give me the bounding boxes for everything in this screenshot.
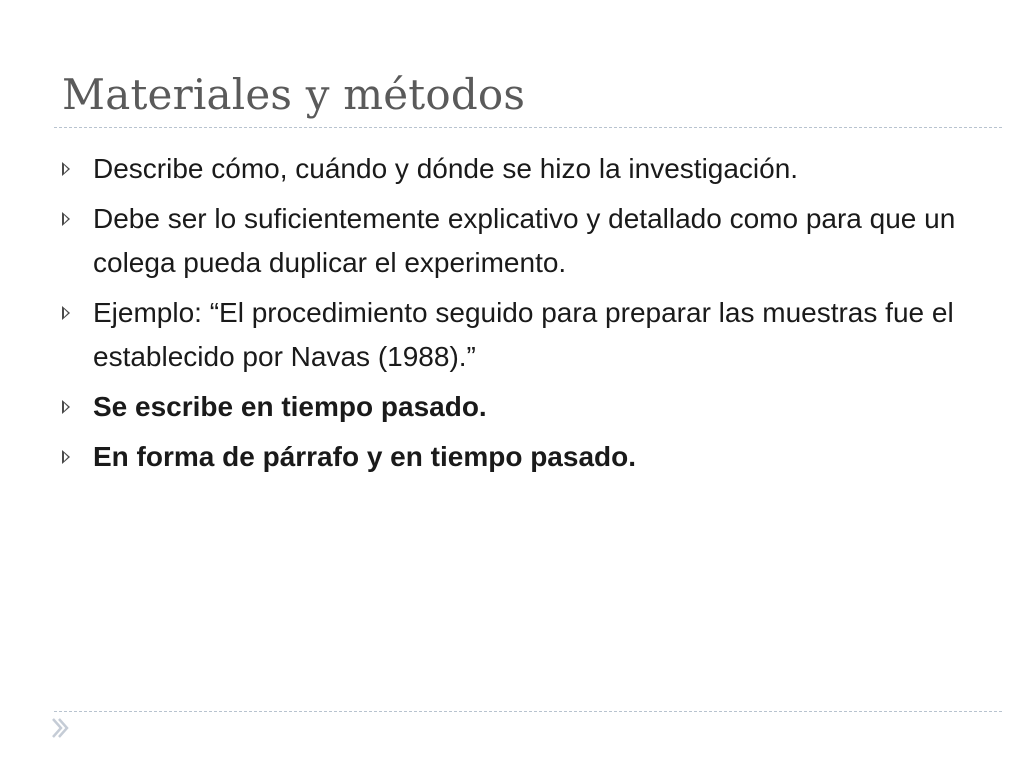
bullet-item — [58, 385, 958, 429]
slide-title: Materiales y métodos — [62, 70, 526, 119]
double-chevron-icon — [50, 717, 70, 739]
footer-divider — [54, 711, 1002, 712]
title-divider — [54, 127, 1002, 128]
triangle-bullet-icon — [62, 306, 70, 320]
triangle-bullet-icon — [62, 400, 70, 414]
bullet-item — [58, 147, 958, 191]
triangle-bullet-icon — [62, 212, 70, 226]
bullet-list — [58, 147, 958, 485]
triangle-bullet-icon — [62, 450, 70, 464]
bullet-text: Describe cómo, cuándo y dónde se hizo la investigación. — [93, 153, 799, 184]
bullet-text: Ejemplo: “El procedimiento seguido para preparar las muestras fue el establecido por Navas (1988).” — [93, 297, 954, 372]
bullet-item — [58, 435, 958, 479]
bullet-text: Se escribe en tiempo pasado. — [93, 391, 487, 422]
bullet-item — [58, 291, 958, 379]
bullet-text: Debe ser lo suficientemente explicativo y detallado como para que un colega pueda duplicar el experimento. — [93, 203, 956, 278]
bullet-item — [58, 197, 958, 285]
triangle-bullet-icon — [62, 162, 70, 176]
bullet-text: En forma de párrafo y en tiempo pasado. — [93, 441, 637, 472]
